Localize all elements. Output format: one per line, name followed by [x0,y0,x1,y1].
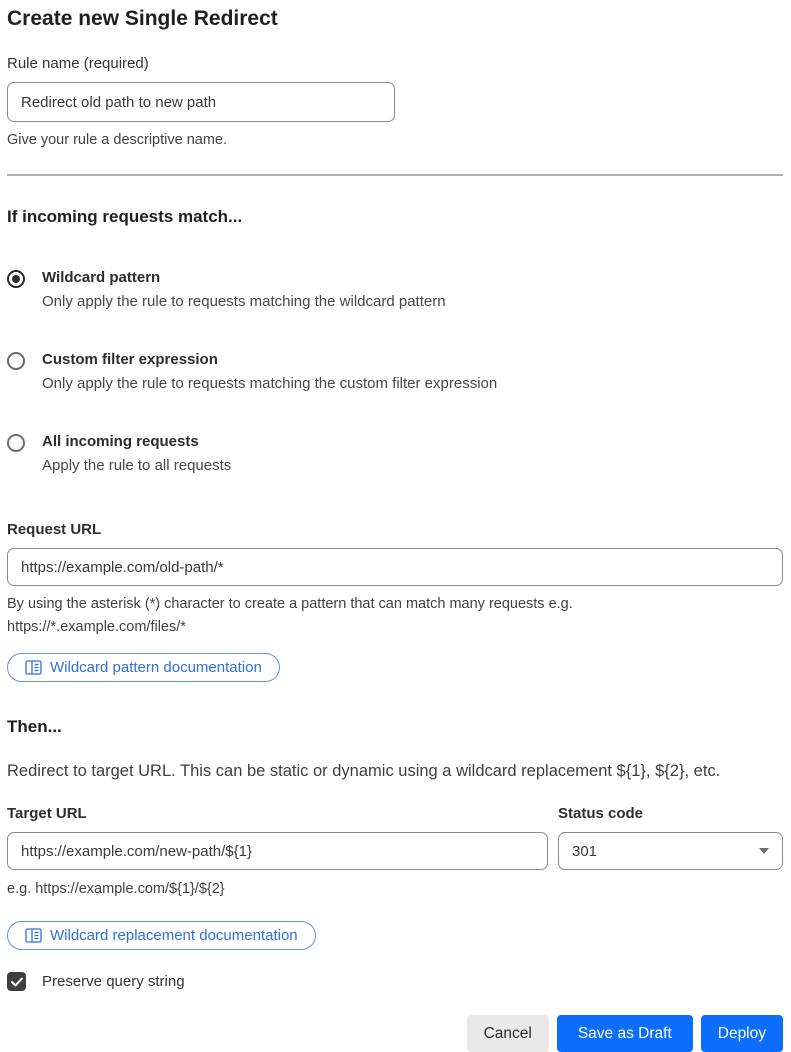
deploy-button[interactable]: Deploy [701,1015,783,1052]
request-url-input[interactable] [7,548,783,586]
section-divider [7,174,783,176]
preserve-query-string-row[interactable] [7,972,783,991]
radio-text [42,350,497,394]
radio-label: Wildcard pattern [42,269,161,286]
rule-name-label: Rule name (required) [7,55,149,72]
book-icon [25,660,42,675]
book-icon [25,928,42,943]
radio-option-custom-filter-expression[interactable] [7,350,783,394]
request-url-field [7,520,783,639]
form-footer [7,1015,783,1052]
radio-description: Apply the rule to all requests [42,457,232,474]
radio-description: Only apply the rule to requests matching the wildcard pattern [42,293,446,310]
status-code-value: 301 [572,842,598,860]
status-code-select[interactable] [558,832,783,870]
target-url-label: Target URL [7,805,87,822]
radio-label: Custom filter expression [42,351,218,368]
then-section-heading: Then... [7,717,62,736]
status-code-label: Status code [558,805,644,822]
radio-button-wildcard-pattern[interactable] [7,270,25,288]
status-code-field [558,804,783,870]
rule-name-input[interactable] [7,82,395,122]
radio-label: All incoming requests [42,433,199,450]
target-status-row [7,804,783,870]
save-as-draft-button[interactable]: Save as Draft [557,1015,693,1052]
preserve-query-string-checkbox[interactable] [7,972,26,991]
radio-text [42,432,231,476]
radio-button-custom-filter-expression[interactable] [7,352,25,370]
preserve-query-string-label: Preserve query string [42,973,185,990]
radio-button-all-incoming-requests[interactable] [7,434,25,452]
target-url-help: e.g. https://example.com/${1}/${2} [7,881,225,897]
radio-option-wildcard-pattern[interactable] [7,268,783,312]
rule-name-help: Give your rule a descriptive name. [7,132,228,148]
rule-name-field [7,54,783,152]
radio-option-all-incoming-requests[interactable] [7,432,783,476]
request-url-help-line1: By using the asterisk (*) character to create a pattern that can match many requests e.g. [7,596,573,612]
page-title: Create new Single Redirect [7,7,278,30]
wildcard-pattern-doc-button[interactable] [7,653,280,682]
cancel-button[interactable]: Cancel [467,1015,549,1052]
radio-description: Only apply the rule to requests matching the custom filter expression [42,375,498,392]
target-url-input[interactable] [7,832,548,870]
chevron-down-icon [759,848,769,854]
radio-text [42,268,446,312]
then-section-description: Redirect to target URL. This can be static or dynamic using a wildcard replacement ${1}, ${2}, etc. [7,762,721,780]
match-section-heading: If incoming requests match... [7,207,243,226]
doc-button-label: Wildcard replacement documentation [50,927,298,944]
request-url-label: Request URL [7,521,102,538]
request-url-help [7,593,783,639]
request-url-help-line2: https://*.example.com/files/* [7,619,186,635]
doc-button-label: Wildcard pattern documentation [50,659,262,676]
check-icon [11,977,23,987]
wildcard-replacement-doc-button[interactable] [7,921,316,950]
target-url-field [7,804,548,870]
